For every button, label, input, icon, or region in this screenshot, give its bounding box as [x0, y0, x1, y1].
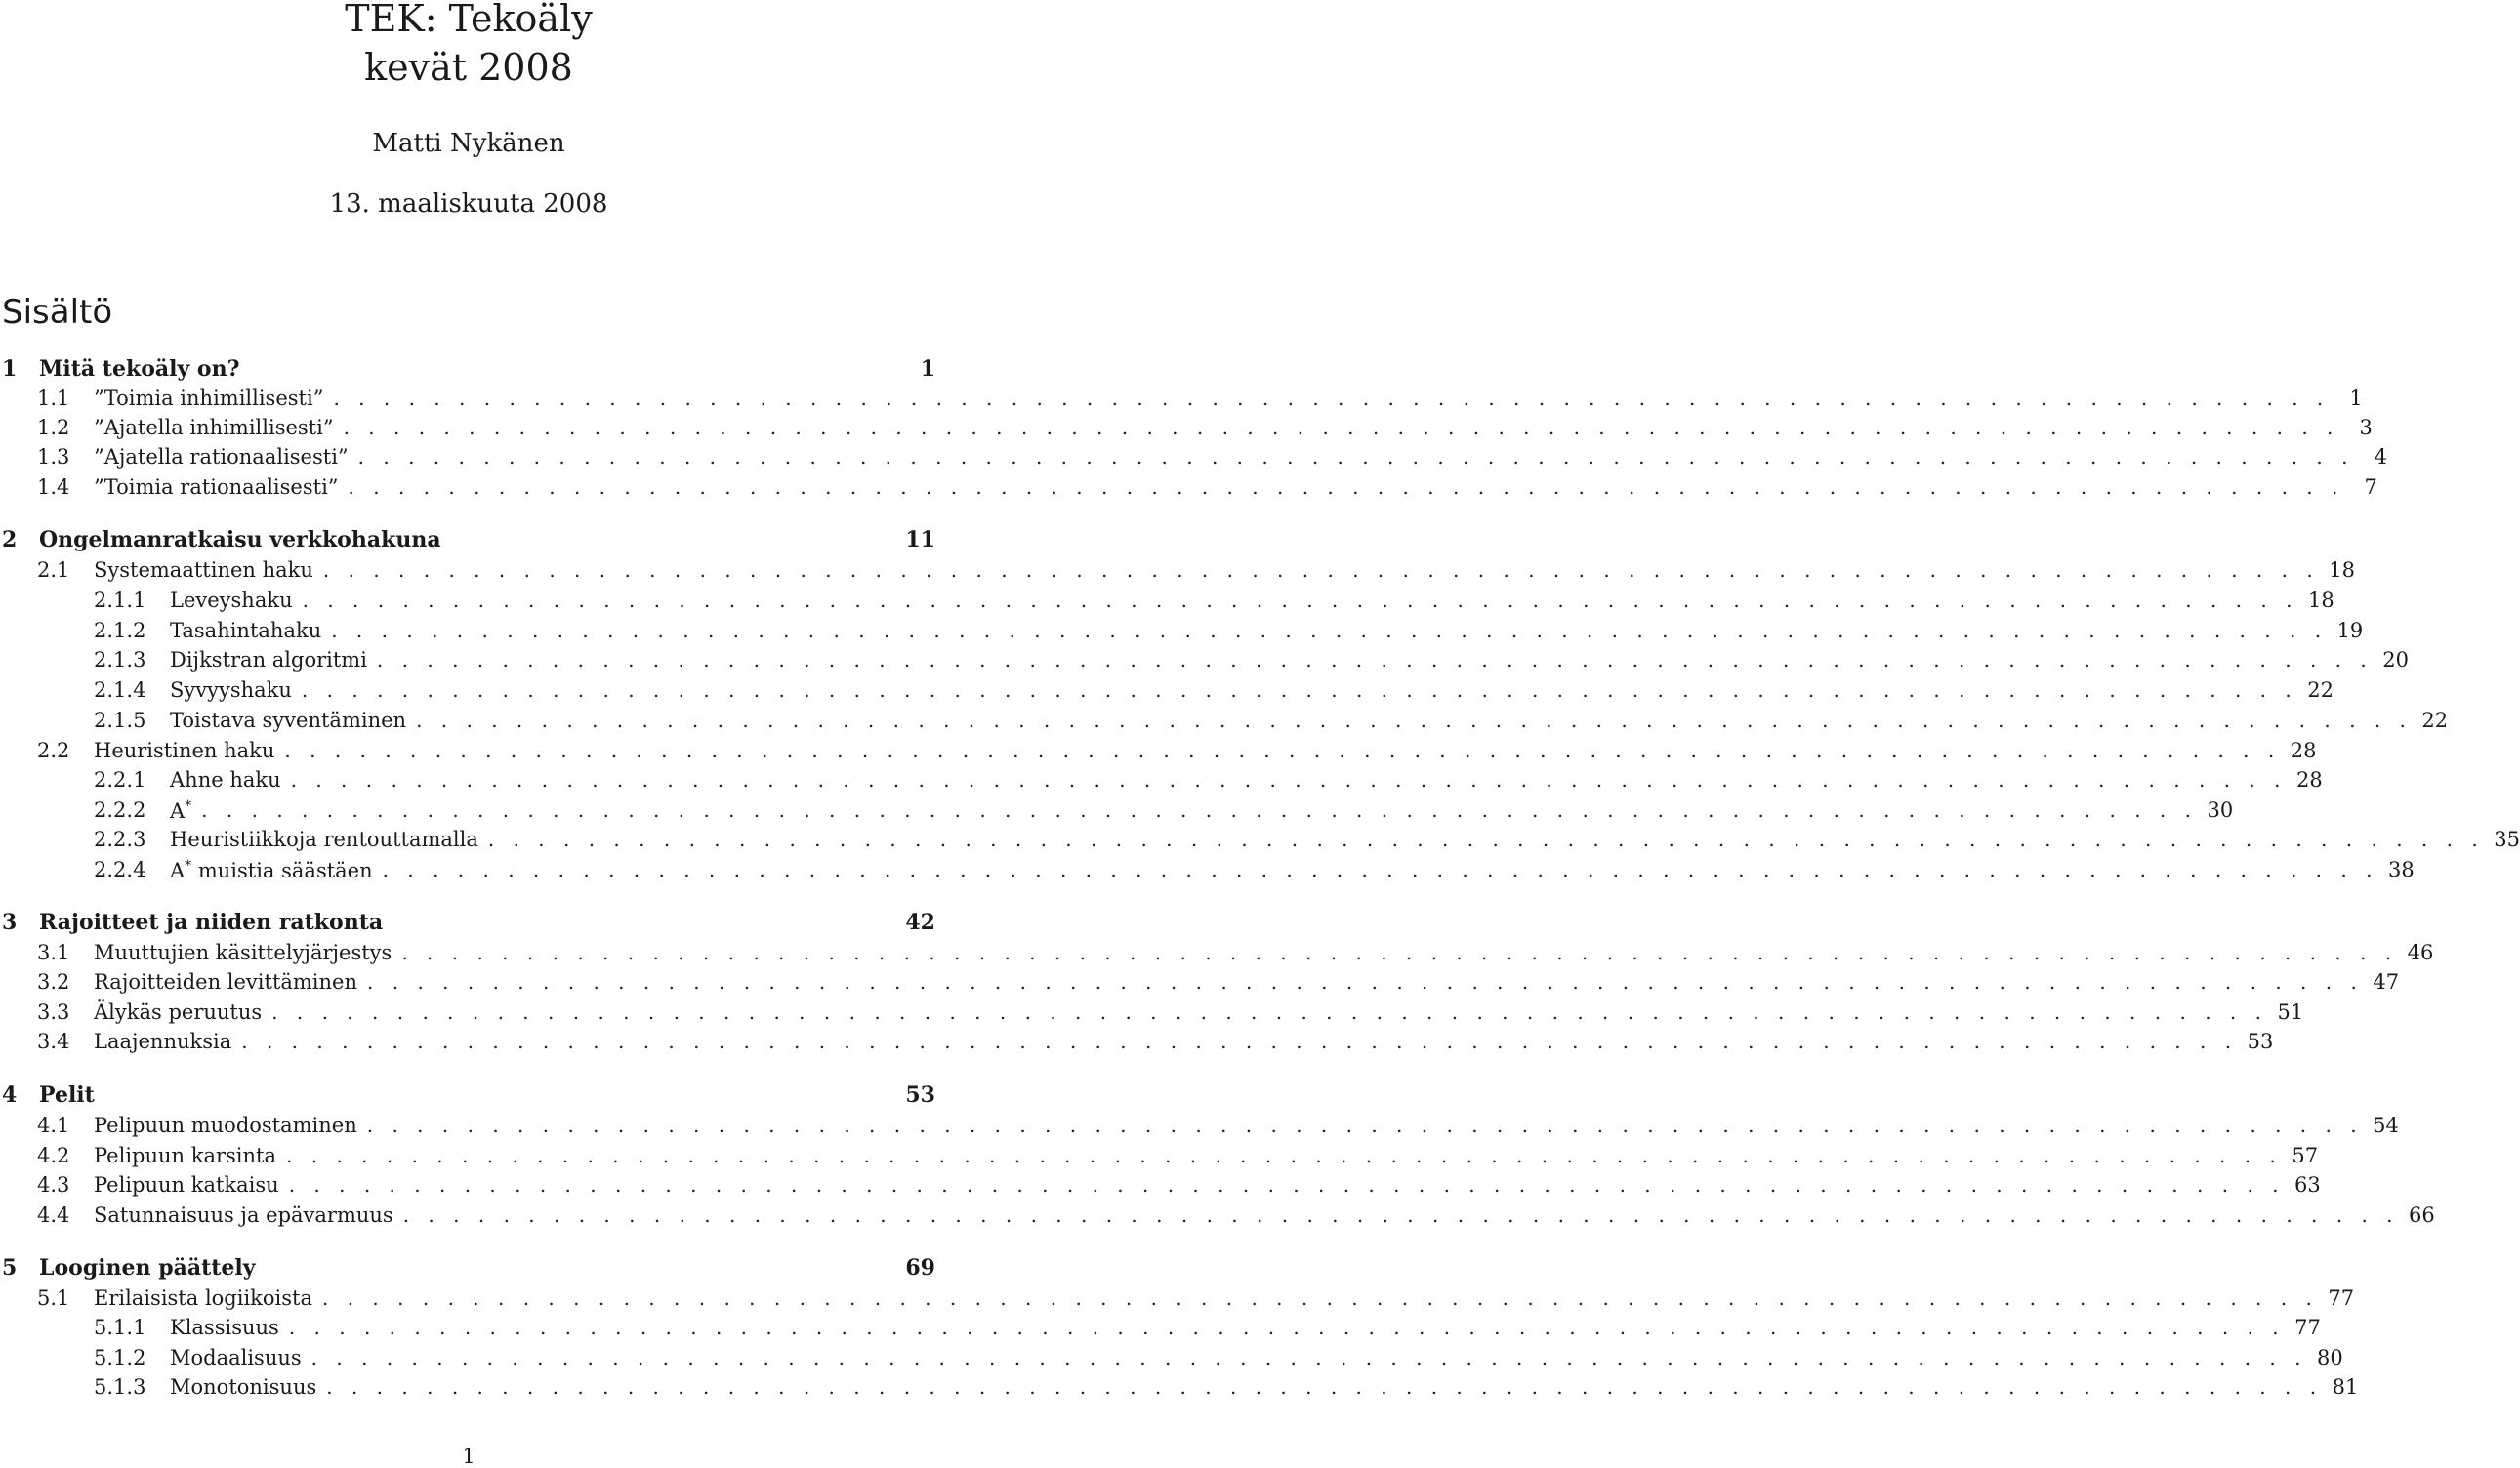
- toc-entry-number: 3.4: [37, 1030, 70, 1053]
- toc-entry-label: Pelipuun katkaisu: [94, 1173, 279, 1197]
- toc-entry-page: 42: [905, 910, 935, 935]
- toc-entry-number: 4: [2, 1082, 18, 1108]
- title-line-2: kevät 2008: [364, 46, 573, 89]
- toc-entry[interactable]: [0, 1141, 2319, 1170]
- toc-entry-number: 5.1.1: [94, 1316, 146, 1339]
- toc-leader-dots: . . . . . . . . . . . . . . . . . . . . . . . . . . . . . . . . . . . . . . . . . . . . . . . . . . . . . . . . . . . . . . . . . . . . . . . . . . . . . . . .: [326, 1375, 2323, 1399]
- toc-entry-page: 4: [2374, 445, 2387, 469]
- toc-entry-number: 3.2: [37, 970, 70, 994]
- toc-leader-dots: . . . . . . . . . . . . . . . . . . . . . . . . . . . . . . . . . . . . . . . . . . . . . . . . . . . . . . . . . . . . . . . . . . . . . . . . . . . . . . . .: [288, 1173, 2286, 1197]
- toc-entry[interactable]: [0, 645, 2409, 674]
- toc-entry-page: 30: [2207, 798, 2234, 822]
- toc-leader-dots: . . . . . . . . . . . . . . . . . . . . . . . . . . . . . . . . . . . . . . . . . . . . . . . . . . . . . . . . . . . . . . . . . . . . . . . . . . . . . . . .: [288, 1316, 2286, 1339]
- toc-entry-number: 5.1.2: [94, 1346, 146, 1369]
- superscript-asterisk: *: [185, 857, 192, 874]
- toc-entry-page: 53: [905, 1082, 935, 1108]
- toc-leader-dots: . . . . . . . . . . . . . . . . . . . . . . . . . . . . . . . . . . . . . . . . . . . . . . . . . . . . . . . . . . . . . . . . . . . . . . . . . . . . . . . .: [284, 739, 2281, 762]
- toc-entry[interactable]: [0, 998, 2304, 1027]
- toc-leader-dots: . . . . . . . . . . . . . . . . . . . . . . . . . . . . . . . . . . . . . . . . . . . . . . . . . . . . . . . . . . . . . . . . . . . . . . . . . . . . . . . .: [322, 558, 2320, 582]
- toc-entry-label: Heuristinen haku: [94, 739, 275, 762]
- toc-entry-page: 20: [2382, 648, 2409, 672]
- toc-entry[interactable]: [0, 413, 2373, 442]
- author: Matti Nykänen: [372, 129, 565, 158]
- toc-entry-number: 2.1.3: [94, 648, 146, 672]
- toc-leader-dots: . . . . . . . . . . . . . . . . . . . . . . . . . . . . . . . . . . . . . . . . . . . . . . . . . . . . . . . . . . . . . . . . . . . . . . . . . . . . . . . .: [302, 589, 2298, 612]
- toc-entry[interactable]: [0, 616, 2364, 645]
- toc-leader-dots: . . . . . . . . . . . . . . . . . . . . . . . . . . . . . . . . . . . . . . . . . . . . . . . . . . . . . . . . . . . . . . . . . . . . . . . . . . . . . . . .: [333, 387, 2330, 410]
- toc-entry-page: 1: [2349, 387, 2363, 410]
- toc-entry-number: 1: [2, 356, 18, 382]
- toc-entry[interactable]: [0, 1284, 2355, 1313]
- toc-entry-number: 2.1: [37, 558, 70, 582]
- toc-entry-label: Toistava syventäminen: [170, 709, 407, 732]
- toc-entry-page: 18: [2307, 589, 2334, 612]
- toc-entry[interactable]: [0, 1027, 2274, 1056]
- toc-entry-number: 4.1: [37, 1114, 70, 1137]
- toc-entry-page: 77: [2328, 1286, 2355, 1310]
- toc-entry-label: Syvyyshaku: [170, 678, 292, 702]
- toc-leader-dots: . . . . . . . . . . . . . . . . . . . . . . . . . . . . . . . . . . . . . . . . . . . . . . . . . . . . . . . . . . . . . . . . . . . . . . . . . . . . . . . .: [357, 445, 2354, 469]
- toc-entry-label: Looginen päättely: [39, 1255, 256, 1281]
- toc-entry-number: 2.1.4: [94, 678, 146, 702]
- toc-leader-dots: . . . . . . . . . . . . . . . . . . . . . . . . . . . . . . . . . . . . . . . . . . . . . . . . . . . . . . . . . . . . . . . . . . . . . . . . . . . . . . . .: [322, 1286, 2319, 1310]
- toc-leader-dots: . . . . . . . . . . . . . . . . . . . . . . . . . . . . . . . . . . . . . . . . . . . . . . . . . . . . . . . . . . . . . . . . . . . . . . . . . . . . . . . .: [286, 1144, 2283, 1167]
- toc-entry-number: 3.3: [37, 1000, 70, 1024]
- toc-leader-dots: . . . . . . . . . . . . . . . . . . . . . . . . . . . . . . . . . . . . . . . . . . . . . . . . . . . . . . . . . . . . . . . . . . . . . . . . . . . . . . . .: [348, 475, 2344, 499]
- toc-entry-number: 3.1: [37, 941, 70, 964]
- toc-entry-label: Pelipuun karsinta: [94, 1144, 277, 1167]
- toc-entry-number: 1.4: [37, 475, 70, 499]
- toc-leader-dots: . . . . . . . . . . . . . . . . . . . . . . . . . . . . . . . . . . . . . . . . . . . . . . . . . . . . . . . . . . . . . . . . . . . . . . . . . . . . . . . .: [301, 678, 2298, 702]
- toc-entry-page: 28: [2290, 739, 2317, 762]
- toc-leader-dots: . . . . . . . . . . . . . . . . . . . . . . . . . . . . . . . . . . . . . . . . . . . . . . . . . . . . . . . . . . . . . . . . . . . . . . . . . . . . . . . .: [343, 416, 2339, 439]
- toc-entry-number: 1.3: [37, 445, 70, 469]
- toc-entry-number: 2.2.1: [94, 768, 146, 792]
- toc-entry-page: 66: [2409, 1203, 2435, 1227]
- toc-entry-label: Rajoitteet ja niiden ratkonta: [39, 910, 384, 935]
- toc-entry-page: 53: [2247, 1030, 2274, 1053]
- title-line-1: TEK: Tekoäly: [345, 0, 593, 40]
- toc-entry-label: Rajoitteiden levittäminen: [94, 970, 358, 994]
- toc-entry-page: 19: [2336, 619, 2364, 642]
- toc-entry-number: 2.1.5: [94, 709, 146, 732]
- toc-entry[interactable]: [0, 586, 2334, 615]
- toc-leader-dots: . . . . . . . . . . . . . . . . . . . . . . . . . . . . . . . . . . . . . . . . . . . . . . . . . . . . . . . . . . . . . . . . . . . . . . . . . . . . . . . .: [382, 858, 2378, 881]
- toc-entry[interactable]: [0, 442, 2387, 471]
- toc-entry-page: 35: [2494, 828, 2520, 851]
- toc-entry[interactable]: [0, 706, 2449, 735]
- toc-entry-label: Muuttujien käsittelyjärjestys: [94, 941, 392, 964]
- toc-entry-label: Pelipuun muodostaminen: [94, 1114, 357, 1137]
- toc-entry-label: A* muistia säästäen: [170, 857, 373, 882]
- toc-leader-dots: . . . . . . . . . . . . . . . . . . . . . . . . . . . . . . . . . . . . . . . . . . . . . . . . . . . . . . . . . . . . . . . . . . . . . . . . . . . . . . . .: [402, 1203, 2400, 1227]
- toc-entry[interactable]: [0, 736, 2317, 765]
- toc-leader-dots: . . . . . . . . . . . . . . . . . . . . . . . . . . . . . . . . . . . . . . . . . . . . . . . . . . . . . . . . . . . . . . . . . . . . . . . . . . . . . . . .: [401, 941, 2398, 964]
- toc-entry-page: 63: [2294, 1173, 2321, 1197]
- toc-entry-page: 69: [905, 1255, 935, 1281]
- toc-entry-page: 3: [2359, 416, 2373, 439]
- toc-entry-label: Ahne haku: [170, 768, 281, 792]
- toc-entry-label: Tasahintahaku: [170, 619, 322, 642]
- toc-leader-dots: . . . . . . . . . . . . . . . . . . . . . . . . . . . . . . . . . . . . . . . . . . . . . . . . . . . . . . . . . . . . . . . . . . . . . . . . . . . . . . . .: [271, 1000, 2268, 1024]
- toc-entry-label: Erilaisista logiikoista: [94, 1286, 312, 1310]
- toc-entry[interactable]: [0, 555, 2355, 585]
- toc-entry[interactable]: [0, 1372, 2359, 1402]
- toc-entry[interactable]: [0, 795, 2234, 825]
- toc-entry-label: Dijkstran algoritmi: [170, 648, 367, 672]
- toc-leader-dots: . . . . . . . . . . . . . . . . . . . . . . . . . . . . . . . . . . . . . . . . . . . . . . . . . . . . . . . . . . . . . . . . . . . . . . . . . . . . . . . .: [331, 619, 2328, 642]
- toc-entry[interactable]: [0, 1201, 2435, 1230]
- superscript-asterisk: *: [185, 797, 192, 814]
- toc-entry-page: 28: [2295, 768, 2323, 792]
- toc-leader-dots: . . . . . . . . . . . . . . . . . . . . . . . . . . . . . . . . . . . . . . . . . . . . . . . . . . . . . . . . . . . . . . . . . . . . . . . . . . . . . . . .: [376, 648, 2374, 672]
- toc-entry-number: 4.3: [37, 1173, 70, 1197]
- toc-entry[interactable]: [0, 938, 2434, 967]
- toc-leader-dots: . . . . . . . . . . . . . . . . . . . . . . . . . . . . . . . . . . . . . . . . . . . . . . . . . . . . . . . . . . . . . . . . . . . . . . . . . . . . . . . .: [241, 1030, 2238, 1053]
- toc-entry-label: Laajennuksia: [94, 1030, 232, 1053]
- toc-entry[interactable]: [0, 825, 2520, 854]
- toc-entry[interactable]: [0, 855, 2415, 884]
- toc-entry[interactable]: [0, 384, 2363, 413]
- toc-entry-page: 54: [2373, 1114, 2399, 1137]
- toc-chapter-entry[interactable]: [0, 1081, 935, 1110]
- toc-entry-number: 1.1: [37, 387, 70, 410]
- toc-leader-dots: . . . . . . . . . . . . . . . . . . . . . . . . . . . . . . . . . . . . . . . . . . . . . . . . . . . . . . . . . . . . . . . . . . . . . . . . . . . . . . . .: [487, 828, 2485, 851]
- toc-leader-dots: . . . . . . . . . . . . . . . . . . . . . . . . . . . . . . . . . . . . . . . . . . . . . . . . . . . . . . . . . . . . . . . . . . . . . . . . . . . . . . . .: [367, 970, 2364, 994]
- toc-entry-page: 38: [2387, 858, 2415, 881]
- toc-entry-label: Leveyshaku: [170, 589, 293, 612]
- toc-entry-label: ”Ajatella rationaalisesti”: [94, 445, 349, 469]
- toc-entry-page: 22: [2421, 709, 2449, 732]
- toc-entry-page: 57: [2292, 1144, 2319, 1167]
- toc-entry-label: Modaalisuus: [170, 1346, 302, 1369]
- toc-entry-label: ”Toimia inhimillisesti”: [94, 387, 324, 410]
- toc-chapter-entry[interactable]: [0, 908, 935, 937]
- toc-entry-label: Klassisuus: [170, 1316, 279, 1339]
- toc-entry-page: 77: [2294, 1316, 2321, 1339]
- toc-entry-number: 2.2.2: [94, 798, 146, 822]
- toc-entry-label: Mitä tekoäly on?: [39, 356, 240, 382]
- toc-entry-page: 46: [2407, 941, 2434, 964]
- toc-entry-number: 5.1.3: [94, 1375, 146, 1399]
- toc-entry-label: Monotonisuus: [170, 1375, 317, 1399]
- toc-entry-number: 4.2: [37, 1144, 70, 1167]
- toc-entry-page: 80: [2317, 1346, 2343, 1369]
- toc-entry-number: 2.1.1: [94, 589, 146, 612]
- page-number: 1: [462, 1445, 475, 1468]
- toc-entry-number: 2: [2, 527, 18, 552]
- toc-chapter-entry[interactable]: [0, 354, 935, 384]
- toc-entry[interactable]: [0, 1111, 2399, 1140]
- toc-entry-page: 81: [2332, 1375, 2359, 1399]
- toc-entry[interactable]: [0, 1343, 2343, 1372]
- toc-entry-label: Satunnaisuus ja epävarmuus: [94, 1203, 393, 1227]
- toc-entry-label: ”Toimia rationaalisesti”: [94, 475, 339, 499]
- toc-entry-label: Älykäs peruutus: [94, 1000, 263, 1024]
- contents-heading: Sisältö: [2, 293, 113, 332]
- toc-entry[interactable]: [0, 1170, 2321, 1200]
- toc-entry-number: 2.2.4: [94, 858, 146, 881]
- toc-entry-number: 2.1.2: [94, 619, 146, 642]
- toc-leader-dots: . . . . . . . . . . . . . . . . . . . . . . . . . . . . . . . . . . . . . . . . . . . . . . . . . . . . . . . . . . . . . . . . . . . . . . . . . . . . . . . .: [366, 1114, 2364, 1137]
- toc-entry-number: 1.2: [37, 416, 70, 439]
- toc-leader-dots: . . . . . . . . . . . . . . . . . . . . . . . . . . . . . . . . . . . . . . . . . . . . . . . . . . . . . . . . . . . . . . . . . . . . . . . . . . . . . . . .: [290, 768, 2287, 792]
- toc-entry-number: 2.2.3: [94, 828, 146, 851]
- toc-entry-label: Ongelmanratkaisu verkkohakuna: [39, 527, 441, 552]
- toc-entry-page: 18: [2329, 558, 2355, 582]
- toc-entry-label: A*: [170, 797, 192, 823]
- toc-entry[interactable]: [0, 765, 2323, 795]
- toc-entry-label: Systemaattinen haku: [94, 558, 313, 582]
- toc-entry-page: 11: [905, 527, 935, 552]
- toc-entry-label: Heuristiikkoja rentouttamalla: [170, 828, 478, 851]
- toc-entry[interactable]: [0, 675, 2334, 705]
- toc-entry-page: 7: [2364, 475, 2377, 499]
- toc-entry-label: Pelit: [39, 1082, 95, 1108]
- toc-entry-page: 22: [2307, 678, 2334, 702]
- toc-entry-page: 47: [2373, 970, 2400, 994]
- toc-entry[interactable]: [0, 967, 2400, 997]
- toc-entry-page: 51: [2277, 1000, 2304, 1024]
- toc-entry-number: 5: [2, 1255, 18, 1281]
- toc-leader-dots: . . . . . . . . . . . . . . . . . . . . . . . . . . . . . . . . . . . . . . . . . . . . . . . . . . . . . . . . . . . . . . . . . . . . . . . . . . . . . . . .: [201, 798, 2198, 822]
- toc-entry-number: 3: [2, 910, 18, 935]
- toc-entry-number: 5.1: [37, 1286, 70, 1310]
- toc-entry-number: 2.2: [37, 739, 70, 762]
- toc-chapter-entry[interactable]: [0, 1253, 935, 1283]
- toc-entry-label: ”Ajatella inhimillisesti”: [94, 416, 334, 439]
- toc-entry-page: 1: [920, 356, 935, 382]
- toc-entry[interactable]: [0, 472, 2377, 502]
- toc-chapter-entry[interactable]: [0, 525, 935, 554]
- toc-entry[interactable]: [0, 1313, 2321, 1342]
- toc-leader-dots: . . . . . . . . . . . . . . . . . . . . . . . . . . . . . . . . . . . . . . . . . . . . . . . . . . . . . . . . . . . . . . . . . . . . . . . . . . . . . . . .: [310, 1346, 2308, 1369]
- toc-leader-dots: . . . . . . . . . . . . . . . . . . . . . . . . . . . . . . . . . . . . . . . . . . . . . . . . . . . . . . . . . . . . . . . . . . . . . . . . . . . . . . . .: [416, 709, 2413, 732]
- date: 13. maaliskuuta 2008: [329, 189, 608, 219]
- toc-entry-number: 4.4: [37, 1203, 70, 1227]
